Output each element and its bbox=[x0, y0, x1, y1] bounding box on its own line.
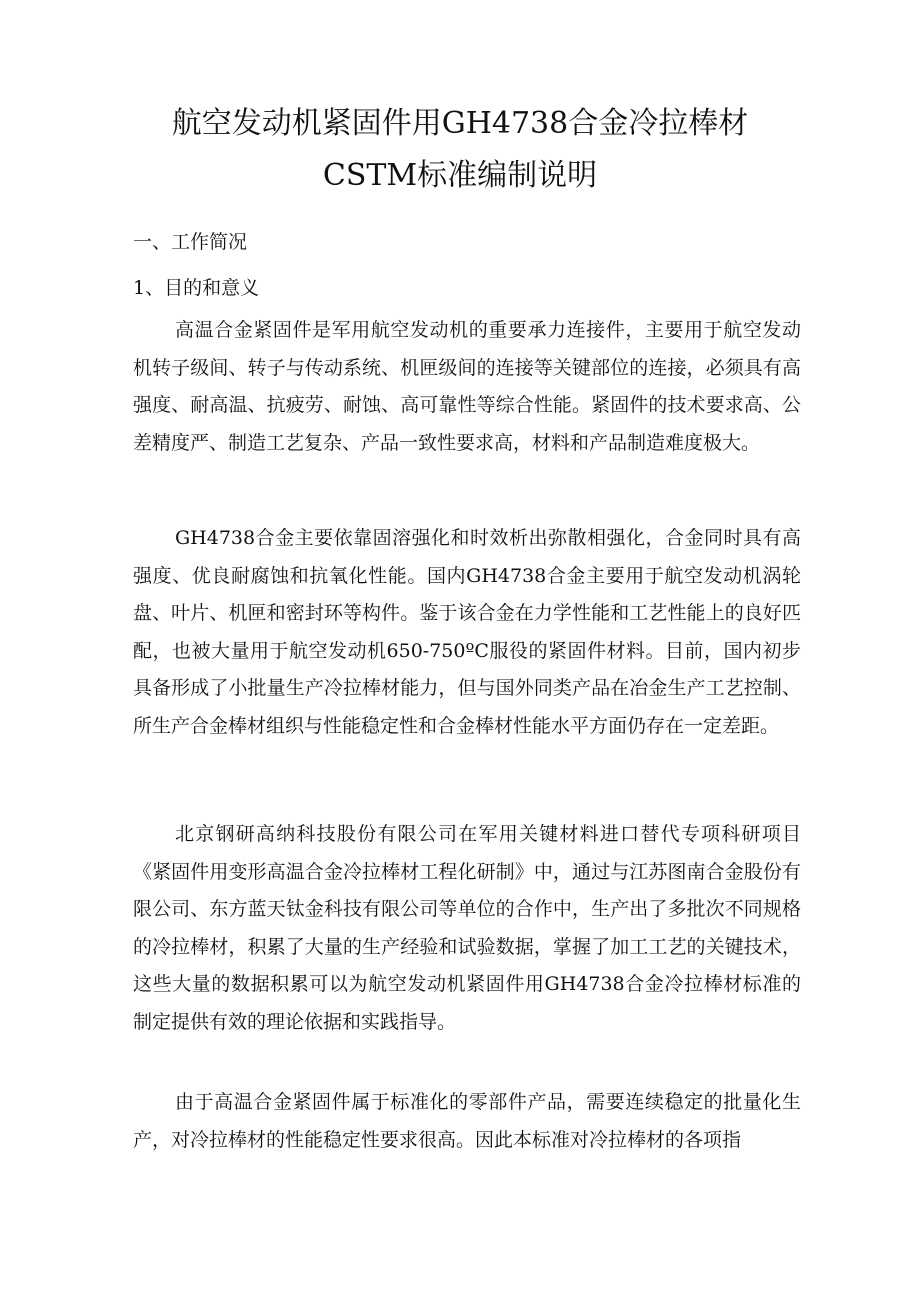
paragraph-1: 高温合金紧固件是军用航空发动机的重要承力连接件，主要用于航空发动机转子级间、转子与传动系统、机匣级间的连接等关键部位的连接，必须具有高强度、耐高温、抗疲劳、耐蚀、高可靠性等综合性能。紧固件的技术要求高、公差精度严、制造工艺复杂、产品一致性要求高，材料和产品制造难度极大。 bbox=[133, 319, 801, 454]
paragraph-4: 由于高温合金紧固件属于标准化的零部件产品，需要连续稳定的批量化生产，对冷拉棒材的性能稳定性要求很高。因此本标准对冷拉棒材的各项指 bbox=[133, 1091, 801, 1151]
document-subtitle: CSTM标准编制说明 bbox=[322, 158, 598, 193]
document-title: 航空发动机紧固件用GH4738合金冷拉棒材 bbox=[171, 106, 749, 141]
subsection-heading: 1、目的和意义 bbox=[133, 277, 260, 299]
paragraph-3: 北京钢研高纳科技股份有限公司在军用关键材料进口替代专项科研项目《紧固件用变形高温合金冷拉棒材工程化研制》中，通过与江苏图南合金股份有限公司、东方蓝天钛金科技有限公司等单位的合作中，生产出了多批次不同规格的冷拉棒材，积累了大量的生产经验和试验数据，掌握了加工工艺的关键技术，这些大量的数据积累可以为航空发动机紧固件用GH4738合金冷拉棒材标准的制定提供有效的理论依据和实践指导。 bbox=[133, 823, 801, 1033]
paragraph-2: GH4738合金主要依靠固溶强化和时效析出弥散相强化，合金同时具有高强度、优良耐腐蚀和抗氧化性能。国内GH4738合金主要用于航空发动机涡轮盘、叶片、机匣和密封环等构件。鉴于该合金在力学性能和工艺性能上的良好匹配，也被大量用于航空发动机650-750ºC服役的紧固件材料。目前，国内初步具备形成了小批量生产冷拉棒材能力，但与国外同类产品在冶金生产工艺控制、所生产合金棒材组织与性能稳定性和合金棒材性能水平方面仍存在一定差距。 bbox=[133, 527, 801, 737]
section-heading: 一、工作简况 bbox=[133, 231, 248, 253]
